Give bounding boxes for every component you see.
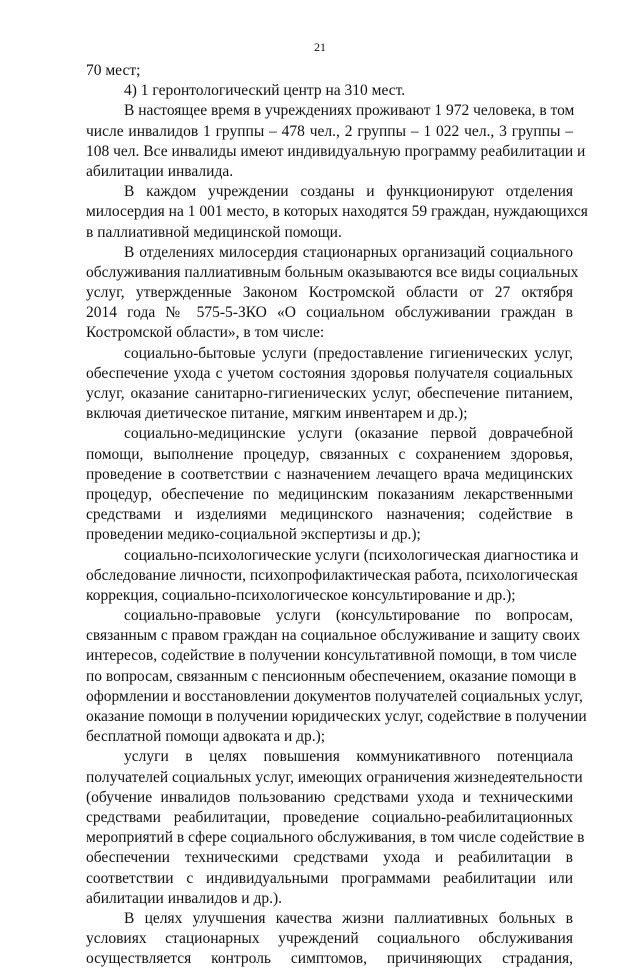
text-line: по вопросам, связанным с пенсионным обеспечением, оказание помощи в	[86, 667, 577, 685]
text-line: обследование личности, психопрофилактическая работа, психологическая	[86, 566, 578, 584]
text-line: условиях стационарных учреждений социального обслуживания	[86, 930, 573, 948]
text-line: осуществляется контроль симптомов, причиняющих страдания,	[86, 950, 573, 968]
text-line: социально-психологические услуги (психологическая диагностика и	[124, 546, 579, 564]
text-line: проведение в соответствии с назначением лечащего врача медицинских	[86, 465, 573, 483]
text-line: мероприятий в сфере социального обслуживания, в том числе содействие в	[86, 829, 585, 847]
text-line: в паллиативной медицинской помощи.	[86, 223, 342, 241]
text-line: бесплатной помощи адвоката и др.);	[86, 728, 326, 746]
text-line: 108 чел. Все инвалиды имеют индивидуальную программу реабилитации и	[86, 142, 586, 160]
text-line: оказание помощи в получении юридических услуг, содействие в получении	[86, 708, 587, 725]
text-line: милосердия на 1 001 место, в которых находятся 59 граждан, нуждающихся	[86, 203, 588, 221]
text-line: В каждом учреждении созданы и функционируют отделения	[124, 183, 573, 201]
text-line: (обучение инвалидов пользованию средствами ухода и техническими	[86, 788, 573, 806]
text-line: абилитации инвалидов и др.).	[86, 889, 282, 907]
text-line: абилитации инвалида.	[86, 162, 234, 180]
document-body	[86, 61, 588, 969]
text-line: включая диетическое питание, мягким инвентарем и др.);	[86, 405, 468, 423]
text-line: социально-бытовые услуги (предоставление гигиенических услуг,	[124, 344, 573, 362]
text-line: средствами реабилитации, проведение социально-реабилитационных	[86, 808, 573, 826]
text-line: получателей социальных услуг, имеющих ограничения жизнедеятельности	[86, 768, 583, 786]
text-line: В настоящее время в учреждениях проживают 1 972 человека, в том	[124, 102, 575, 120]
text-line: обслуживания паллиативным больным оказываются все виды социальных	[86, 263, 579, 281]
text-line: услуг, оказание санитарно-гигиенических услуг, обеспечение питанием,	[86, 385, 573, 402]
text-line: обеспечение ухода с учетом состояния здоровья получателя социальных	[86, 364, 573, 382]
page-number: 21	[314, 40, 326, 54]
text-line: процедур, обеспечение по медицинским показаниям лекарственными	[86, 485, 573, 503]
text-line: коррекция, социально-психологическое консультирование и др.);	[86, 586, 516, 604]
text-line: 4) 1 геронтологический центр на 310 мест.	[124, 82, 406, 100]
text-line: обеспечении техническими средствами ухода и реабилитации в	[86, 849, 573, 867]
text-line: В отделениях милосердия стационарных организаций социального	[124, 243, 573, 261]
text-line: социально-медицинские услуги (оказание первой доврачебной	[124, 425, 573, 443]
text-line: услуги в целях повышения коммуникативного потенциала	[124, 748, 573, 766]
text-line: проведении медико-социальной экспертизы и др.);	[86, 526, 421, 544]
text-line: 2014 года № 575-5-ЗКО «О социальном обслуживании граждан в	[86, 304, 573, 322]
text-line: Костромской области», в том числе:	[86, 324, 325, 342]
text-line: связанным с правом граждан на социальное обслуживание и защиту своих	[86, 627, 581, 645]
text-line: 70 мест;	[86, 62, 141, 79]
text-line: В целях улучшения качества жизни паллиативных больных в	[124, 909, 573, 927]
text-line: социально-правовые услуги (консультирование по вопросам,	[124, 607, 573, 625]
text-line: услуг, утвержденные Законом Костромской области от 27 октября	[86, 284, 573, 302]
text-line: интересов, содействие в получении консультативной помощи, в том числе	[86, 647, 577, 665]
text-line: оформлении и восстановлении документов получателей социальных услуг,	[86, 687, 583, 705]
text-line: соответствии с индивидуальными программами реабилитации или	[86, 869, 573, 887]
text-line: числе инвалидов 1 группы – 478 чел., 2 группы – 1 022 чел., 3 группы –	[86, 122, 573, 140]
text-line: помощи, выполнение процедур, связанных с сохранением здоровья,	[86, 445, 573, 463]
text-line: средствами и изделиями медицинского назначения; содействие в	[86, 506, 573, 524]
